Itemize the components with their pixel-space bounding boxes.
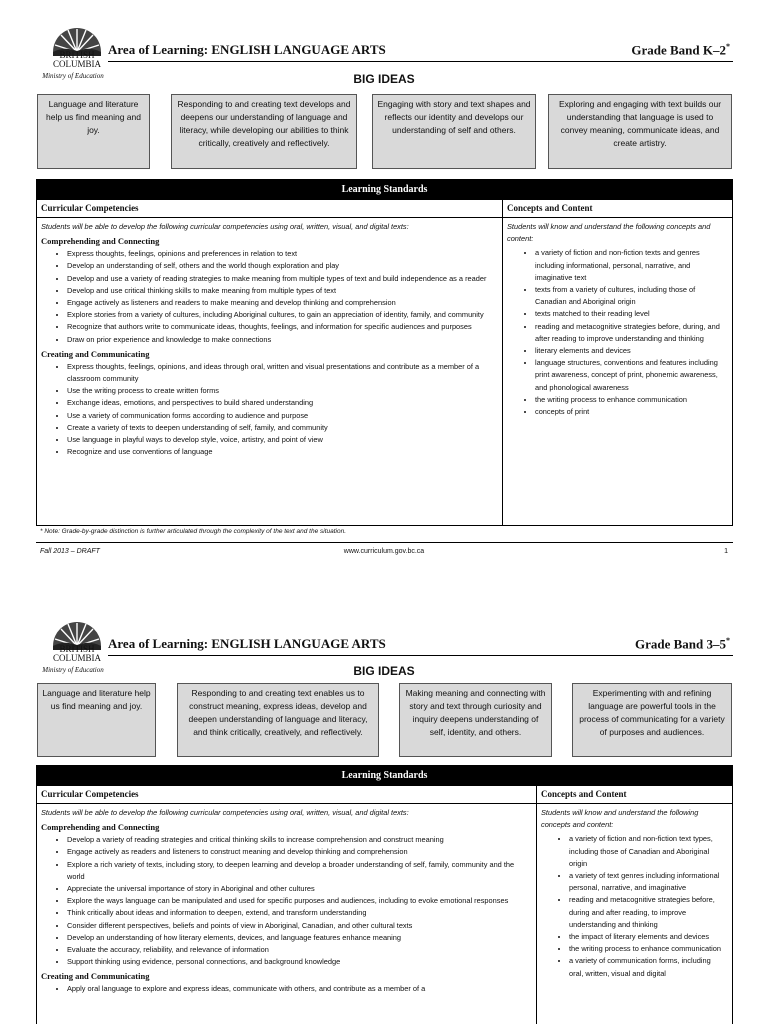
big-idea-card: Engaging with story and text shapes and reflects our identity and develops our understanding of self and others. xyxy=(372,94,536,169)
list-item: • the writing process to enhance communication xyxy=(569,943,727,955)
section-heading: Comprehending and Connecting xyxy=(41,236,160,247)
list-item: • Support thinking using evidence, personal connections, and background knowledge xyxy=(67,956,531,968)
section-heading: Comprehending and Connecting xyxy=(41,822,160,833)
area-title: Area of Learning: ENGLISH LANGUAGE ARTS xyxy=(108,42,386,57)
list-item: • Apply oral language to explore and express ideas, communicate with others, and contribute as a member of a xyxy=(67,983,531,995)
list-item: • Develop and use a variety of reading strategies to make meaning from multiple types of text and build independence as a reader xyxy=(67,273,497,285)
list-item: • Develop an understanding of how literary elements, devices, and language features enhance meaning xyxy=(67,932,531,944)
list-item: • Engage actively as readers and listeners to construct meaning and develop thinking and comprehension xyxy=(67,846,531,858)
competency-list xyxy=(41,834,531,968)
list-item: • Create a variety of texts to deepen understanding of self, family, and community xyxy=(67,422,497,434)
page-2 xyxy=(0,610,768,1024)
concepts-content-header: Concepts and Content xyxy=(541,789,627,799)
list-item: • Draw on prior experience and knowledge to make connections xyxy=(67,334,497,346)
list-item: • concepts of print xyxy=(535,406,725,418)
concepts-intro: Students will know and understand the following concepts and content: xyxy=(541,808,699,830)
grade-band-text: Grade Band K–2 xyxy=(631,42,726,58)
list-item: • a variety of text genres including informational personal, narrative, and imaginative xyxy=(569,870,727,894)
list-item: • the writing process to enhance communication xyxy=(535,394,725,406)
column-divider xyxy=(502,200,503,525)
list-item: • reading and metacognitive strategies before, during and after reading, to improve understanding and thinking xyxy=(569,894,727,931)
grade-band-mark: * xyxy=(726,636,730,645)
list-item: • reading and metacognitive strategies before, during, and after reading to improve understanding and thinking xyxy=(535,321,725,345)
list-item: • Explore the ways language can be manipulated and used for specific purposes and audiences, including to evoke emotional responses xyxy=(67,895,531,907)
big-idea-card: Language and literature help us find meaning and joy. xyxy=(37,94,150,169)
competency-list xyxy=(41,983,531,995)
list-item: • texts matched to their reading level xyxy=(535,308,725,320)
big-ideas-title: BIG IDEAS xyxy=(353,664,415,678)
list-item: • Explore a rich variety of texts, including story, to deepen learning and develop a broader understanding of self, family, community and the world xyxy=(67,859,531,883)
competencies-intro: Students will be able to develop the following curricular competencies using oral, written, visual, and digital texts: xyxy=(41,808,409,817)
footnote: * Note: Grade-by-grade distinction is further articulated through the complexity of the text and the situation. xyxy=(40,528,347,535)
list-item: • Think critically about ideas and information to deepen, extend, and transform understanding xyxy=(67,907,531,919)
concepts-column xyxy=(541,804,727,980)
learning-standards-table xyxy=(36,179,733,526)
page-number: 1 xyxy=(724,548,728,555)
list-item: • Use the writing process to create written forms xyxy=(67,385,497,397)
footer-url[interactable]: www.curriculum.gov.bc.ca xyxy=(343,548,425,555)
competencies-intro: Students will be able to develop the following curricular competencies using oral, written, visual, and digital texts: xyxy=(41,222,409,231)
big-idea-card: Making meaning and connecting with story and text through curiosity and inquiry deepens understanding of self, identity, and others. xyxy=(399,683,552,757)
list-item: • Use language in playful ways to develop style, voice, artistry, and point of view xyxy=(67,434,497,446)
list-item: • texts from a variety of cultures, including those of Canadian and Aboriginal origin xyxy=(535,284,725,308)
logo-ministry: Ministry of Education xyxy=(42,666,104,674)
list-item: • Explore stories from a variety of cultures, including Aboriginal cultures, to gain an appreciation of identity, family, and community xyxy=(67,309,497,321)
column-headers xyxy=(37,786,732,804)
section-heading: Creating and Communicating xyxy=(41,971,150,982)
list-item: • Express thoughts, feelings, opinions and preferences in relation to text xyxy=(67,248,497,260)
list-item: • Recognize and use conventions of language xyxy=(67,446,497,458)
big-idea-card: Exploring and engaging with text builds our understanding that language is used to convey meaning, communicate ideas, and create artistry. xyxy=(548,94,732,169)
concepts-list xyxy=(541,833,727,979)
footer-rule xyxy=(36,542,733,543)
list-item: • a variety of communication forms, including oral, written, visual and digital xyxy=(569,955,727,979)
concepts-content-header: Concepts and Content xyxy=(507,203,593,213)
list-item: • Engage actively as listeners and readers to make meaning and develop thinking and comprehension xyxy=(67,297,497,309)
grade-band xyxy=(635,636,730,652)
learning-standards-heading: Learning Standards xyxy=(37,766,732,786)
header-rule xyxy=(108,61,733,62)
grade-band-text: Grade Band 3–5 xyxy=(634,636,726,652)
section-heading: Creating and Communicating xyxy=(41,348,150,359)
competency-list xyxy=(41,361,497,459)
list-item: • Appreciate the universal importance of story in Aboriginal and other cultures xyxy=(67,883,531,895)
concepts-list xyxy=(507,247,725,418)
list-item: • Exchange ideas, emotions, and perspectives to build shared understanding xyxy=(67,397,497,409)
footer-draft: Fall 2013 – DRAFT xyxy=(40,548,100,555)
big-ideas-title: BIG IDEAS xyxy=(353,72,415,86)
list-item: • Evaluate the accuracy, reliability, and relevance of information xyxy=(67,944,531,956)
list-item: • Develop and use critical thinking skills to make meaning from multiple types of text xyxy=(67,285,497,297)
logo-line-2: COLUMBIA xyxy=(52,59,101,69)
logo-line-1: BRITISH xyxy=(59,644,95,654)
logo-line-2: COLUMBIA xyxy=(52,653,101,663)
concepts-column xyxy=(507,218,725,418)
list-item: • Develop an understanding of self, others and the world though exploration and play xyxy=(67,260,497,272)
list-item: • Use a variety of communication forms according to audience and purpose xyxy=(67,410,497,422)
competencies-column xyxy=(41,218,497,458)
list-item: • Consider different perspectives, beliefs and points of view in Aboriginal, Canadian, and other cultural texts xyxy=(67,920,531,932)
logo-ministry: Ministry of Education xyxy=(42,72,104,80)
list-item: • Recognize that authors write to communicate ideas, thoughts, feelings, and information for specific audiences and purposes xyxy=(67,321,497,333)
learning-standards-heading: Learning Standards xyxy=(37,180,732,200)
list-item: • literary elements and devices xyxy=(535,345,725,357)
list-item: • a variety of fiction and non-fiction text types, including those of Canadian and Aboriginal origin xyxy=(569,833,727,870)
big-idea-card: Responding to and creating text enables us to construct meaning, express ideas, develop and deepen understanding of language and literacy, and think critically, creatively, and reflectively. xyxy=(177,683,379,757)
competencies-column xyxy=(41,804,531,996)
grade-band-mark: * xyxy=(726,42,730,51)
area-title: Area of Learning: ENGLISH LANGUAGE ARTS xyxy=(108,636,386,651)
curricular-competencies-header: Curricular Competencies xyxy=(41,789,139,799)
curricular-competencies-header: Curricular Competencies xyxy=(41,203,139,213)
concepts-intro: Students will know and understand the following concepts and content: xyxy=(507,222,711,244)
list-item: • a variety of fiction and non-fiction texts and genres including informational, personal, narrative, and imaginative text xyxy=(535,247,725,284)
list-item: • the impact of literary elements and devices xyxy=(569,931,727,943)
column-divider xyxy=(536,786,537,1024)
big-idea-card: Language and literature help us find meaning and joy. xyxy=(37,683,156,757)
competency-list xyxy=(41,248,497,346)
column-headers xyxy=(37,200,732,218)
list-item: • Develop a variety of reading strategies and critical thinking skills to increase comprehension and construct meaning xyxy=(67,834,531,846)
grade-band xyxy=(631,42,730,58)
learning-standards-table xyxy=(36,765,733,1024)
big-idea-card: Experimenting with and refining language are powerful tools in the process of communicating for a variety of purposes and audiences. xyxy=(572,683,732,757)
logo-line-1: BRITISH xyxy=(59,50,95,60)
header-rule xyxy=(108,655,733,656)
list-item: • Express thoughts, feelings, opinions, and ideas through oral, written and visual presentations and contribute as a member of a classroom community xyxy=(67,361,497,385)
list-item: • language structures, conventions and features including print awareness, concept of print, phonemic awareness, and phonological awareness xyxy=(535,357,725,394)
big-idea-card: Responding to and creating text develops and deepens our understanding of language and literacy, while developing our abilities to think critically, creatively and reflectively. xyxy=(171,94,357,169)
